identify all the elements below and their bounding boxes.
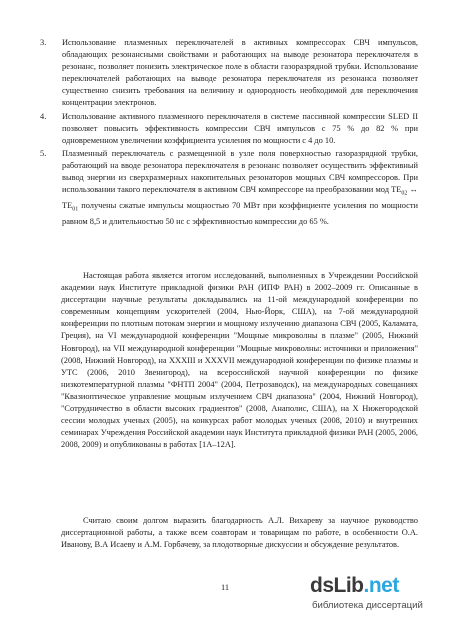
acknowledgements-paragraph: Считаю своим долгом выразить благодарность А.Л. Вихареву за научное руководство диссертационной работы, а также всем соавторам и товарищам по работе, в особенности О.А. Иванову, В.А Исаеву и А.М. Горбачеву, за плодотворные дискуссии и обсуждение результатов. bbox=[61, 516, 418, 550]
list-item-text-part: получены сжатые импульсы мощностью 70 МВт при коэффициенте усиления по мощности равном 8,5 и длительностью 50 нс с эффективностью компрессии до 65 %. bbox=[62, 200, 418, 226]
approbation-paragraph: Настоящая работа является итогом исследований, выполненных в Учреждении Российской академии наук Институте прикладной физики РАН (ИПФ РАН) в 2002–2009 гг. Описанные в диссертации научные результаты докладывались на 11-ой международной конференции по современным концепциям ускорителей (2004, Нью-Йорк, США), на 7-ой международной конференции по плотным потокам энергии и мощному излучению диапазона СВЧ (2005, Каламата, Греция), на VI международной конференции "Мощные микроволны в плазме" (2005, Нижний Новгород), на VII международной конференции "Мощные микроволны: источники и приложения" (2008, Нижний Новгород), на XXXIII и XXXVII международной конференции по физике плазмы и УТС (2006, 2010 Звенигород), на всероссийской научной конференции по физике низкотемпературной плазмы "ФНТП 2004" (2004, Петрозаводск), на международных совещаниях "Квазиоптическое управление мощным излучением СВЧ диапазона" (2004, Нижний Новгород), "Сотрудничество в области высоких градиентов" (2008, Анаполис, США), на X Нижегородской сессии молодых ученых (2005), на конкурсах работ молодых ученых (2008, 2010) и внутренних семинарах Учреждения Российской академии наук Института прикладной физики РАН (2005, 2006, 2008, 2009) и опубликованы в работах [1А–12А]. bbox=[61, 271, 418, 450]
list-item-text: Использование активного плазменного переключателя в системе пассивной компрессии SLED II позволяет повысить эффективность компрессии СВЧ импульсов с 75 % до 82 % при одновременном увеличении коэффициента усиления по мощности с 4 до 10. bbox=[62, 111, 418, 145]
list-item-text bbox=[62, 149, 418, 226]
list-item-number: 4. bbox=[40, 111, 47, 121]
conclusions-list bbox=[36, 37, 418, 229]
mode-subscript: 02 bbox=[401, 190, 408, 197]
mode-subscript: 01 bbox=[72, 206, 79, 213]
watermark-subtitle: библиотека диссертаций bbox=[312, 600, 423, 611]
list-item-text: Использование плазменных переключателей в активных компрессорах СВЧ импульсов, обладающих резонансными свойствами и работающих на выводе резонатора переключателя в резонанс, позволяет понизить электрическое поле в области газоразрядной трубки. Использование переключателей работающих на выводе резонатора переключателя из резонанса позволяет существенно снизить требования на величину и однородность необходимой для переключения концентрации электронов. bbox=[62, 38, 418, 108]
watermark-logo-tld: net bbox=[368, 574, 399, 597]
list-item bbox=[36, 37, 418, 110]
list-item-text-part: Плазменный переключатель с размещенной в узле поля поверхностью газоразрядной трубки, работающий на вводе резонатора переключателя в резонанс позволяет осуществить эффективный вывод энергии из сверхразмерных накопительных резонаторов мощных СВЧ компрессоров. При использовании такого переключателя в активном СВЧ компрессоре на преобразовании мод TE bbox=[62, 148, 418, 195]
list-item-number: 3. bbox=[40, 38, 47, 47]
list-item-number: 5. bbox=[40, 148, 47, 158]
dslib-watermark bbox=[310, 574, 450, 618]
watermark-logo-dot: . bbox=[363, 574, 369, 597]
list-item bbox=[36, 111, 418, 147]
list-item bbox=[36, 148, 418, 228]
watermark-logo bbox=[310, 574, 399, 598]
list-item-text-part: ↔ TE bbox=[62, 185, 418, 210]
page-number: 11 bbox=[220, 583, 230, 592]
watermark-logo-main: dsLib bbox=[310, 574, 364, 597]
